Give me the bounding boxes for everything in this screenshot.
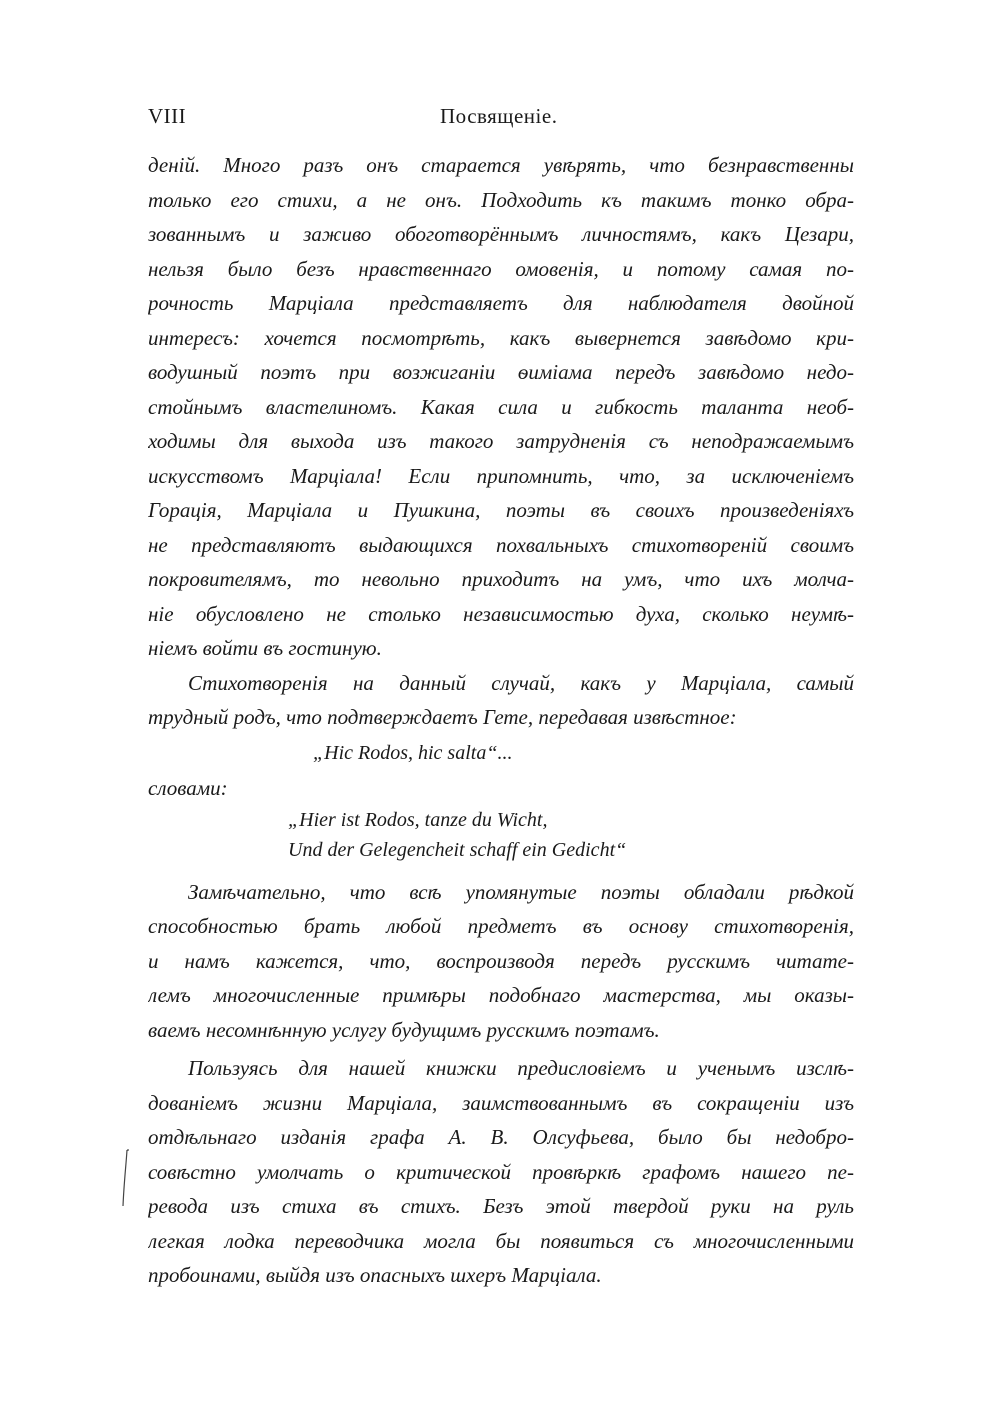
quote-intro-label: словами:	[148, 775, 228, 800]
text-line: нельзя было безъ нравственнаго омовенія, и потому самая по-	[148, 256, 854, 281]
text-line: легкая лодка переводчика могла бы появиться съ многочисленными	[148, 1228, 854, 1253]
verse-line: „Hier ist Rodos, tanze du Wicht,	[288, 808, 548, 831]
text-line: водушный поэтъ при возжиганіи ѳиміама передъ завѣдомо недо-	[148, 360, 854, 384]
text-line: совѣстно умолчать о критической провѣркѣ графомъ нашего пе-	[148, 1159, 854, 1184]
text-line: ревода изъ стиха въ стихъ. Безъ этой твердой руки на руль	[148, 1194, 854, 1218]
paragraph-4	[148, 1051, 854, 1293]
text-line: Горація, Марціала и Пушкина, поэты въ своихъ произведеніяхъ	[148, 498, 854, 522]
text-line: отдѣльнаго изданія графа А. В. Олсуфьева, было бы недобро-	[148, 1125, 854, 1149]
page-number: VIII	[148, 104, 187, 128]
text-line: только его стихи, а не онъ. Подходить къ такимъ тонко обра-	[148, 187, 854, 212]
running-title: Посвященіе.	[440, 104, 558, 128]
text-line: и намъ кажется, что, воспроизводя передъ русскимъ читате-	[148, 948, 854, 973]
text-line: зованнымъ и заживо обоготворённымъ личностямъ, какъ Цезари,	[148, 222, 854, 246]
text-line: лемъ многочисленные примѣры подобнаго мастерства, мы оказы-	[148, 983, 854, 1007]
text-line: дованіемъ жизни Марціала, заимствованнымъ въ сокращеніи изъ	[148, 1090, 854, 1115]
text-line: трудный родъ, что подтверждаетъ Гете, передавая извѣстное:	[148, 705, 737, 729]
paragraph-3	[148, 875, 854, 1048]
text-line: искусствомъ Марціала! Если припомнить, что, за исключеніемъ	[148, 463, 854, 488]
text-line: пробоинами, выйдя изъ опасныхъ шхеръ Марціала.	[148, 1263, 602, 1287]
running-head	[148, 104, 854, 134]
text-line: стойнымъ властелиномъ. Какая сила и гибкость таланта необ-	[148, 394, 854, 419]
paragraph-2	[148, 666, 854, 735]
text-line: ваемъ несомнѣнную услугу будущимъ русскимъ поэтамъ.	[148, 1017, 660, 1042]
text-line: ходимы для выхода изъ такого затрудненія съ неподражаемымъ	[148, 429, 854, 453]
text-line: ніе обусловлено не столько независимостью духа, сколько неумѣ-	[148, 601, 854, 626]
text-line: ніемъ войти въ гостиную.	[148, 636, 382, 660]
body-text	[148, 148, 854, 1293]
text-line: Замѣчательно, что всѣ упомянутые поэты обладали рѣдкой	[188, 879, 854, 904]
text-line: рочность Марціала представляетъ для наблюдателя двойной	[148, 291, 854, 315]
text-line: Пользуясь для нашей книжки предисловіемъ и ученымъ изслѣ-	[188, 1056, 854, 1080]
paragraph-1	[148, 148, 854, 666]
verse-line: Und der Gelegencheit schaff ein Gedicht“	[288, 838, 627, 861]
text-line: Стихотворенія на данный случай, какъ у Марціала, самый	[188, 670, 854, 695]
text-line: способностью брать любой предметъ въ основу стихотворенія,	[148, 914, 854, 938]
text-line: не представляютъ выдающихся похвальныхъ стихотвореній своимъ	[148, 532, 854, 557]
margin-pencil-mark	[120, 1148, 130, 1208]
latin-quote: „Hic Rodos, hic salta“...	[313, 741, 513, 764]
german-verse	[148, 805, 854, 865]
text-line: деній. Много разъ онъ старается увѣрять, что безнравственны	[148, 153, 854, 177]
text-line: покровителямъ, то невольно приходитъ на умъ, что ихъ молча-	[148, 567, 854, 591]
text-line: интересъ: хочется посмотрѣть, какъ вывернется завѣдомо кри-	[148, 325, 854, 350]
